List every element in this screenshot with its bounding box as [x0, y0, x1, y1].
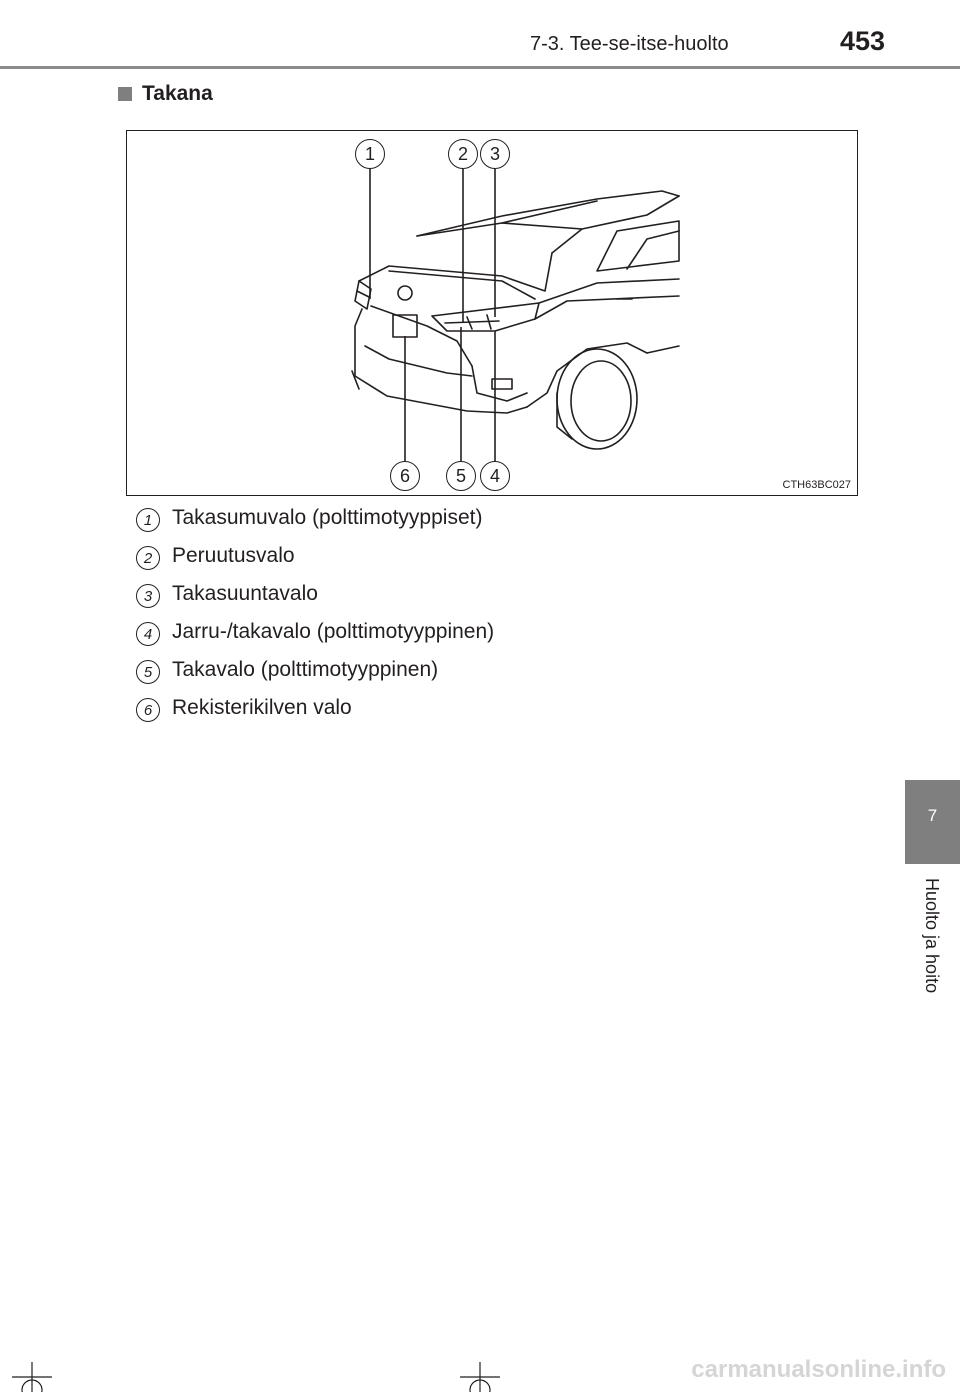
rear-lights-figure	[126, 130, 858, 496]
callout-3: 3	[480, 139, 510, 169]
legend-text: Takasuuntavalo	[172, 582, 318, 605]
legend-number: 5	[136, 660, 160, 684]
chapter-tab-title	[905, 878, 960, 1018]
header-section-title: 7-3. Tee-se-itse-huolto	[530, 33, 729, 55]
registration-mark-icon	[460, 1362, 500, 1392]
legend-number: 6	[136, 698, 160, 722]
section-title: Takana	[142, 82, 213, 105]
chapter-number: 7	[927, 806, 938, 825]
figure-code: CTH63BC027	[782, 479, 851, 491]
legend-text: Takasumuvalo (polttimotyyppiset)	[172, 506, 483, 529]
legend-number: 1	[136, 508, 160, 532]
callout-4: 4	[480, 461, 510, 491]
callout-5: 5	[446, 461, 476, 491]
square-bullet-icon	[118, 87, 132, 101]
legend-number: 3	[136, 584, 160, 608]
legend-number: 4	[136, 622, 160, 646]
legend-text: Peruutusvalo	[172, 544, 295, 567]
watermark: carmanualsonline.info	[691, 1356, 946, 1383]
legend-text: Jarru-/takavalo (polttimotyyppinen)	[172, 620, 495, 643]
page-number: 453	[840, 26, 886, 56]
car-rear-illustration	[127, 131, 859, 497]
header-divider	[0, 66, 960, 69]
legend-text: Takavalo (polttimotyyppinen)	[172, 658, 439, 681]
callout-1: 1	[355, 139, 385, 169]
callout-2: 2	[448, 139, 478, 169]
registration-mark-icon	[12, 1362, 52, 1392]
legend-number: 2	[136, 546, 160, 570]
chapter-tab	[905, 780, 960, 864]
legend-text: Rekisterikilven valo	[172, 696, 352, 719]
callout-6: 6	[390, 461, 420, 491]
chapter-title: Huolto ja hoito	[922, 878, 942, 994]
section-heading	[118, 82, 213, 106]
